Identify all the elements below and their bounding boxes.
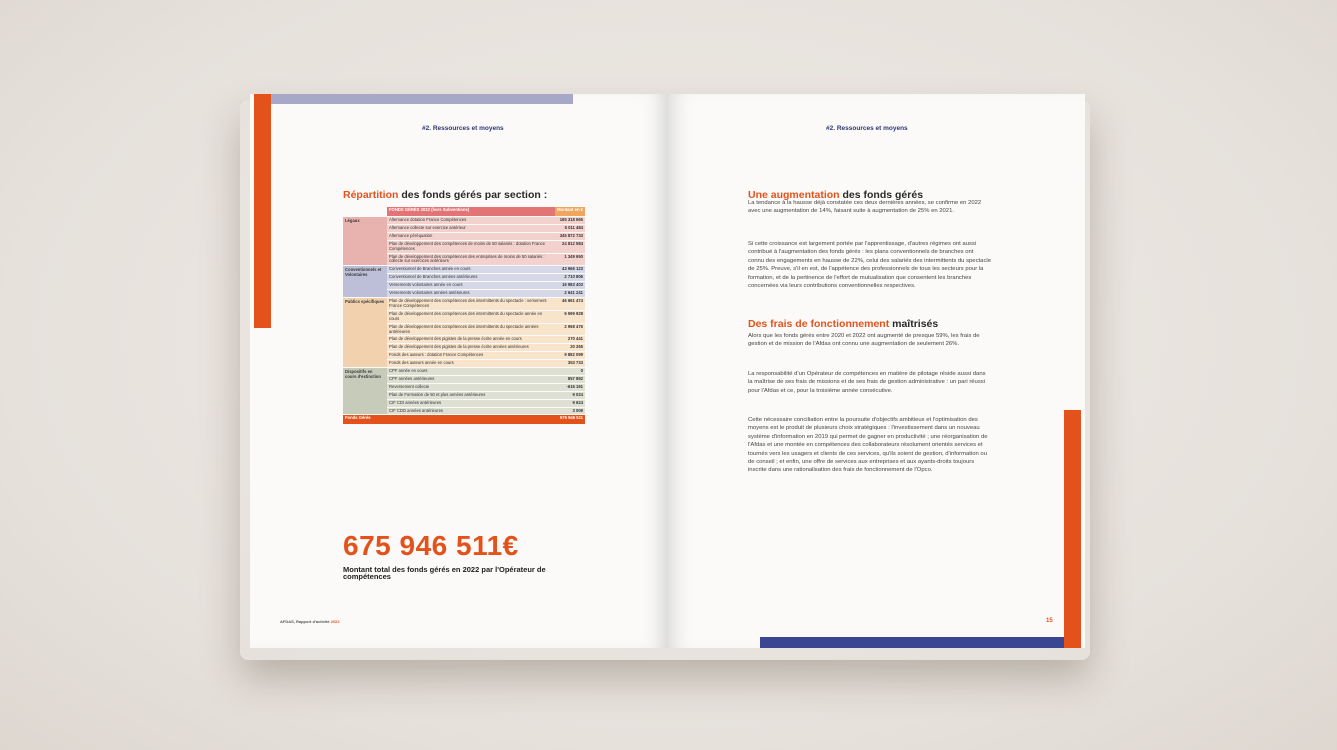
row-amount: 165 318 665: [555, 217, 585, 224]
total-caption: Montant total des fonds gérés en 2022 par l'Opérateur de compétences: [343, 565, 546, 581]
row-amount: 20 265: [555, 344, 585, 351]
row-amount: 6 599 928: [555, 311, 585, 323]
row-amount: 0: [555, 368, 585, 375]
heading-frais-accent: Des frais de fonctionnement: [748, 318, 890, 330]
table-header-row: [343, 207, 585, 216]
table-row: [343, 266, 585, 273]
heading-augmentation-rest: des fonds gérés: [839, 189, 924, 201]
row-label: Fonds des auteurs année en cours: [387, 360, 555, 367]
left-lavender-bar: [271, 94, 573, 104]
row-amount: 857 892: [555, 376, 585, 383]
funds-table: [343, 206, 585, 425]
paragraph-2: Si cette croissance est largement portée par l'apprentissage, d'autres régimes ont aussi contribué à l'augmentation des fonds gérés : les plans conventionnels de branches ont connu des engagements en hausse de 22%, celui des salariés des intermittents du spectacle de 25%. Preuve, s'il en est, de l'appétence des professionnels de tous les secteurs pour la formation, et de la pertinence de l'effort de mutualisation que consentent les branches concernées via leurs contributions conventionnelles respectives.: [748, 241, 991, 290]
row-amount: -616 191: [555, 384, 585, 391]
right-navy-bar: [760, 637, 1064, 648]
paragraph-5: Cette nécessaire conciliation entre la poursuite d'objectifs ambitieux et l'optimisation des moyens est le produit de plusieurs choix stratégiques : l'investissement dans un nouveau système d'information en 2019 qui permet de gagner en productivité ; une réorganisation de l'Afdas et une montée en compétences des collaborateurs résolument orientés services et tournés vers les usagers et clients de ces services, qu'ils soient de gestion, d'information ou de conseil ; et enfin, une offre de services aux entreprises et aux ayants-droits toujours inscrite dans une rationalisation des frais de fonctionnement de l'Opco.: [748, 417, 988, 474]
table-total-row: [343, 415, 585, 424]
paragraph-1: La tendance à la hausse déjà constatée ces deux dernières années, se confirme en 2022 avec une augmentation de 14%, faisant suite à augmentation de 25% en 2021.: [748, 200, 982, 215]
table-row: [343, 298, 585, 310]
row-label: CPF années antérieures: [387, 376, 555, 383]
group-label: Conventionnels et Volontaires: [343, 266, 387, 297]
paragraph-4: La responsabilité d'un Opérateur de compétences en matière de pilotage réside aussi dans la maîtrise de ses frais de missions et de ses frais de gestion administrative : un pari réussi pour l'Afdas et ce, pour la troisième année consécutive.: [748, 371, 986, 394]
total-big-number: 675 946 511€: [343, 530, 519, 561]
left-orange-bar: [254, 94, 271, 328]
footer: [280, 619, 340, 624]
row-label: Fonds des auteurs : dotation France Compétences: [387, 352, 555, 359]
paragraph-3: Alors que les fonds gérés entre 2020 et 2022 ont augmenté de presque 59%, les frais de gestion et de mission de l'Afdas ont connu une augmentation de seulement 26%.: [748, 333, 980, 348]
row-amount: 9 882 099: [555, 352, 585, 359]
table-row: [343, 368, 585, 375]
total-label: Fonds Gérés: [343, 415, 555, 424]
row-label: Plan de développement des compétences des intermittents du spectacle : versement France Compétences: [387, 298, 555, 310]
row-label: Plan de développement des compétences des intermittents du spectacle année en cours: [387, 311, 555, 323]
row-label: Conventionnel de Branches année en cours: [387, 266, 555, 273]
row-label: CPF année en cours: [387, 368, 555, 375]
row-label: CIF CDI années antérieures: [387, 400, 555, 407]
row-amount: 1 349 650: [555, 254, 585, 266]
row-amount: 345 872 733: [555, 233, 585, 240]
table-header-label: FONDS GÉRÉS 2022 (hors Subventions): [387, 207, 555, 216]
row-amount: 16 983 403: [555, 282, 585, 289]
row-label: Alternance collecte sur exercice antérieur: [387, 225, 555, 232]
group-label: Légaux: [343, 217, 387, 265]
row-label: Plan de développement des compétences des entreprises de moins de 50 salariés : collecte sur exercices antérieurs: [387, 254, 555, 266]
row-label: Alternance péréquation: [387, 233, 555, 240]
row-label: Plan de Formation de 50 et plus années antérieures: [387, 392, 555, 399]
table-title-rest: des fonds gérés par section :: [398, 189, 548, 201]
total-amount: 675 946 511: [555, 415, 585, 424]
row-amount: 9 624: [555, 400, 585, 407]
group-label: Dispositifs en cours d'extinction: [343, 368, 387, 414]
left-page: [250, 94, 668, 648]
row-label: CIF CDD années antérieures: [387, 408, 555, 415]
group-label: Publics spécifiques: [343, 298, 387, 367]
row-amount: 9 024: [555, 392, 585, 399]
row-label: Plan de développement des pigistes de la presse écrite années antérieures: [387, 344, 555, 351]
table-title: [343, 189, 547, 201]
row-amount: 3 009: [555, 408, 585, 415]
row-amount: 353 733: [555, 360, 585, 367]
heading-frais: [748, 318, 938, 330]
table-row: [343, 217, 585, 224]
row-label: Conventionnel de Branches années antérieures: [387, 274, 555, 281]
row-label: Plan de développement des pigistes de la presse écrite année en cours: [387, 336, 555, 343]
running-head-right: #2. Ressources et moyens: [826, 125, 908, 132]
row-label: Alternance dotation France Compétences: [387, 217, 555, 224]
running-head: #2. Ressources et moyens: [422, 125, 504, 132]
row-amount: 2 641 241: [555, 290, 585, 297]
row-amount: 2 968 476: [555, 324, 585, 336]
right-orange-bar: [1064, 410, 1081, 648]
page-number: 15: [1046, 618, 1053, 624]
heading-augmentation-accent: Une augmentation: [748, 189, 840, 201]
heading-frais-rest: maîtrisés: [889, 318, 939, 330]
row-amount: 2 710 806: [555, 274, 585, 281]
row-amount: 270 441: [555, 336, 585, 343]
table-header-amount: Montant en €: [555, 207, 585, 216]
row-label: Reversement collecte: [387, 384, 555, 391]
row-amount: 24 812 584: [555, 241, 585, 253]
row-label: Plan de développement des compétences des intermittents du spectacle années antérieures: [387, 324, 555, 336]
row-label: Versements volontaires années antérieures: [387, 290, 555, 297]
footer-year: 2022: [330, 619, 340, 624]
row-label: Versements volontaires année en cours: [387, 282, 555, 289]
table-title-accent: Répartition: [343, 189, 399, 201]
row-label: Plan de développement des compétences de moins de 50 salariés : dotation France Compétences: [387, 241, 555, 253]
row-amount: 43 966 123: [555, 266, 585, 273]
right-page: [668, 94, 1085, 648]
row-amount: 5 011 484: [555, 225, 585, 232]
row-amount: 46 661 474: [555, 298, 585, 310]
footer-text: AFDAS, Rapport d'activité: [280, 619, 331, 624]
